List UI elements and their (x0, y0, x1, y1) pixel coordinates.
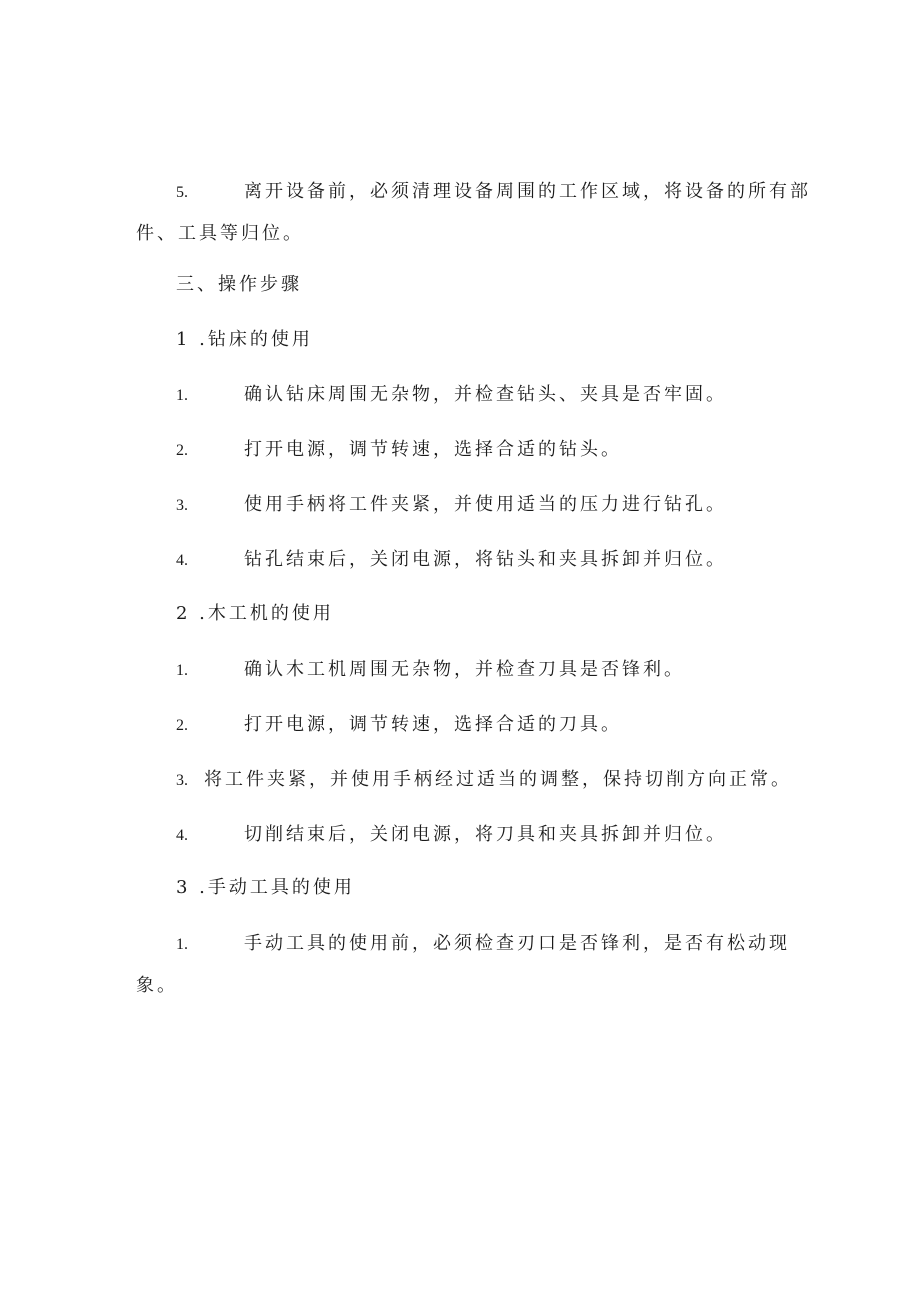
list-item: 使用手柄将工件夹紧，并使用适当的压力进行钻孔。 (244, 494, 727, 515)
subsection-heading: 2 .木工机的使用 (176, 603, 334, 624)
list-item: 切削结束后，关闭电源，将刀具和夹具拆卸并归位。 (244, 824, 727, 845)
item-number: 1. (176, 662, 188, 679)
item-number: 2. (176, 717, 188, 734)
list-item: 打开电源，调节转速，选择合适的刀具。 (244, 714, 622, 735)
item-number: 1. (176, 936, 188, 953)
list-item: 手动工具的使用前，必须检查刃口是否锋利，是否有松动现 (244, 933, 790, 954)
list-item-continued: 象。 (136, 975, 178, 996)
list-item: 钻孔结束后，关闭电源，将钻头和夹具拆卸并归位。 (244, 549, 727, 570)
item-number: 3. (176, 772, 188, 789)
item-number: 1. (176, 387, 188, 404)
list-item: 将工件夹紧，并使用手柄经过适当的调整，保持切削方向正常。 (204, 769, 792, 790)
item-number: 3. (176, 497, 188, 514)
paragraph-text-continued: 件、工具等归位。 (136, 223, 304, 244)
item-number: 5. (176, 184, 188, 201)
item-number: 2. (176, 442, 188, 459)
list-item: 确认木工机周围无杂物，并检查刀具是否锋利。 (244, 659, 685, 680)
subsection-heading: 3 .手动工具的使用 (176, 877, 355, 898)
item-number: 4. (176, 827, 188, 844)
section-heading: 三、操作步骤 (176, 274, 302, 295)
list-item: 确认钻床周围无杂物，并检查钻头、夹具是否牢固。 (244, 384, 727, 405)
subsection-heading: 1 .钻床的使用 (176, 329, 313, 350)
item-number: 4. (176, 552, 188, 569)
paragraph-text: 离开设备前，必须清理设备周围的工作区域，将设备的所有部 (244, 181, 811, 202)
list-item: 打开电源，调节转速，选择合适的钻头。 (244, 439, 622, 460)
